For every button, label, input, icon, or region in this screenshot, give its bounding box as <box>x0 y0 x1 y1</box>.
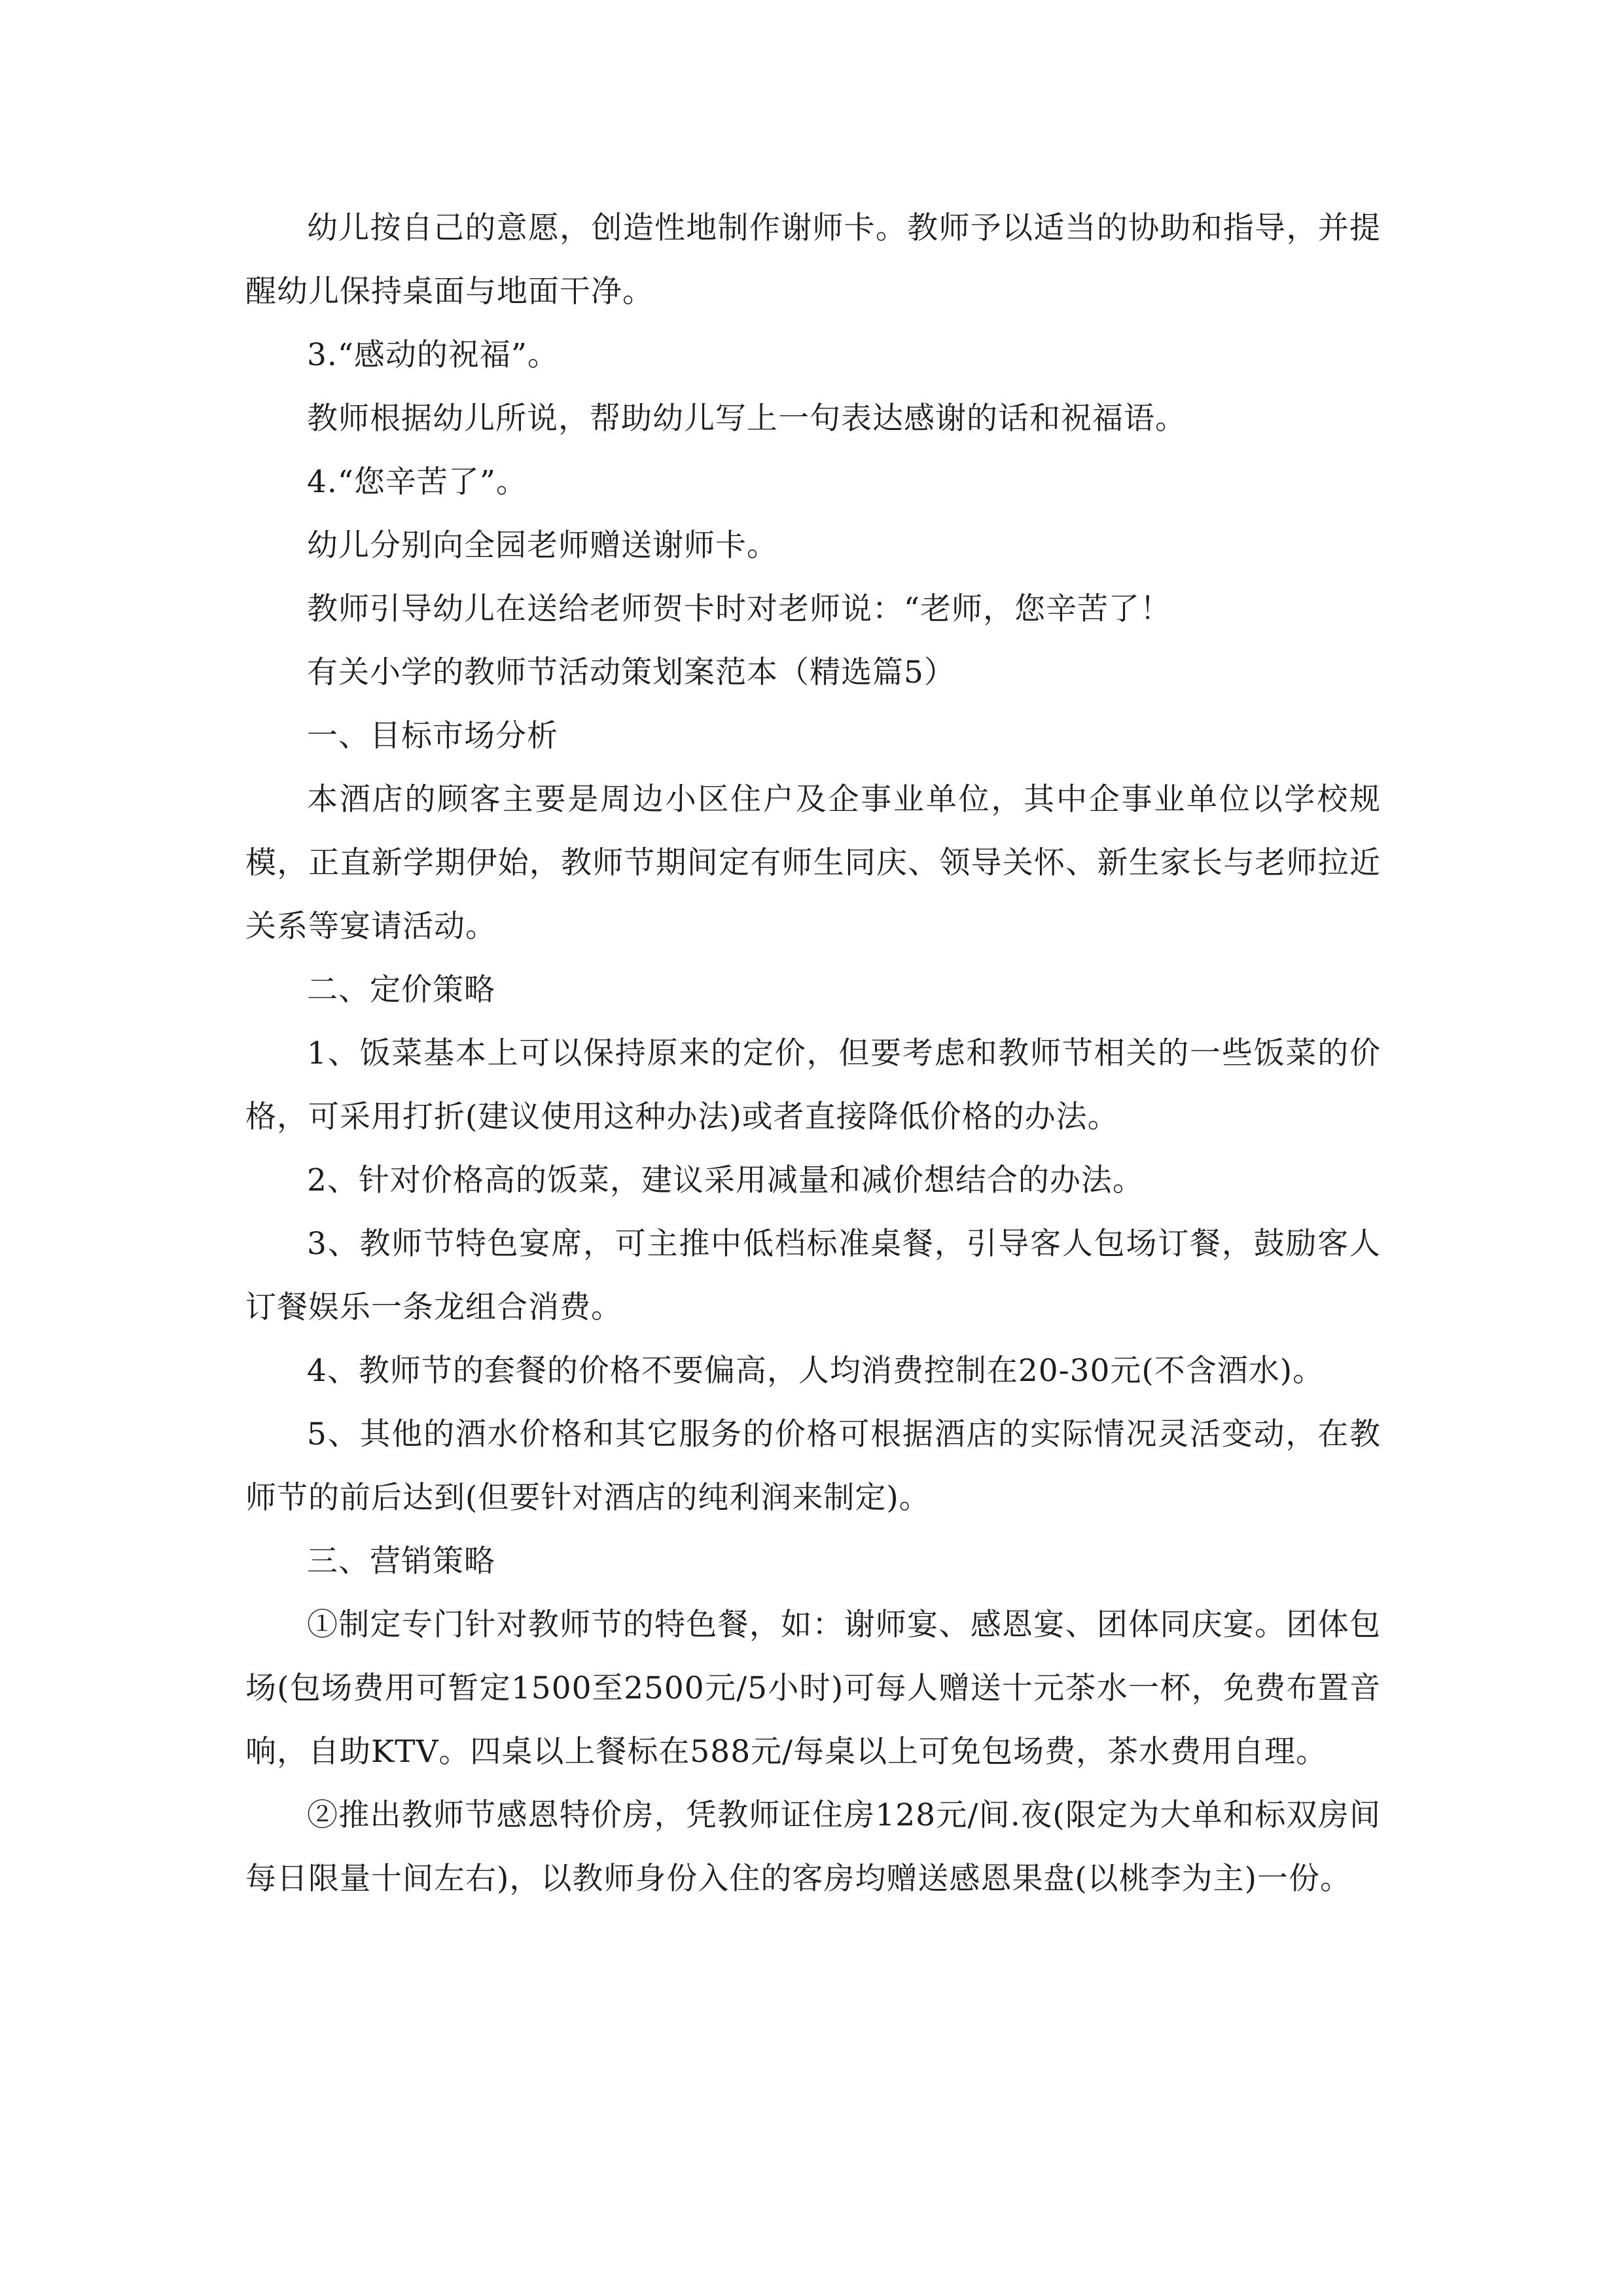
paragraph-thank-teacher: 教师引导幼儿在送给老师贺卡时对老师说：“老师，您辛苦了！ <box>307 591 1172 627</box>
pricing-item-4: 4、教师节的套餐的价格不要偏高，人均消费控制在20-30元(不含酒水)。 <box>307 1353 1325 1389</box>
paragraph-market-analysis: 本酒店的顾客主要是周边小区住户及企事业单位，其中企事业单位以学校规模，正直新学期伊始，教师节期间定有师生同庆、领导关怀、新生家长与老师拉近关系等宴请活动。 <box>245 781 1381 944</box>
marketing-item-2: ②推出教师节感恩特价房，凭教师证住房128元/间.夜(限定为大单和标双房间每日限量十间左右)，以教师身份入住的客房均赠送感恩果盘(以桃李为主)一份。 <box>245 1797 1381 1897</box>
step-3-heading: 3.“感动的祝福”。 <box>307 337 559 373</box>
step-4-heading: 4.“您辛苦了”。 <box>307 464 527 500</box>
heading-pricing-strategy: 二、定价策略 <box>307 972 495 1008</box>
section-title: 有关小学的教师节活动策划案范本（精选篇5） <box>307 655 955 691</box>
document-body <box>245 196 1381 1910</box>
pricing-item-1: 1、饭菜基本上可以保持原来的定价，但要考虑和教师节相关的一些饭菜的价格，可采用打折(建议使用这种办法)或者直接降低价格的办法。 <box>245 1035 1381 1135</box>
pricing-item-3: 3、教师节特色宴席，可主推中低档标准桌餐，引导客人包场订餐，鼓励客人订餐娱乐一条龙组合消费。 <box>245 1226 1381 1325</box>
heading-marketing-strategy: 三、营销策略 <box>307 1543 495 1579</box>
pricing-item-5: 5、其他的酒水价格和其它服务的价格可根据酒店的实际情况灵活变动，在教师节的前后达到(但要针对酒店的纯利润来制定)。 <box>245 1416 1381 1516</box>
heading-market-analysis: 一、目标市场分析 <box>307 718 558 754</box>
paragraph-blessing: 教师根据幼儿所说，帮助幼儿写上一句表达感谢的话和祝福语。 <box>307 401 1186 437</box>
paragraph-gift-cards: 幼儿分别向全园老师赠送谢师卡。 <box>307 528 778 564</box>
marketing-item-1: ①制定专门针对教师节的特色餐，如：谢师宴、感恩宴、团体同庆宴。团体包场(包场费用可暂定1500至2500元/5小时)可每人赠送十元茶水一杯，免费布置音响，自助KTV。四桌以上餐标在588元/每桌以上可免包场费，茶水费用自理。 <box>245 1607 1381 1770</box>
paragraph-card-making: 幼儿按自己的意愿，创造性地制作谢师卡。教师予以适当的协助和指导，并提醒幼儿保持桌面与地面干净。 <box>245 210 1381 310</box>
pricing-item-2: 2、针对价格高的饭菜，建议采用减量和减价想结合的办法。 <box>307 1162 1144 1198</box>
